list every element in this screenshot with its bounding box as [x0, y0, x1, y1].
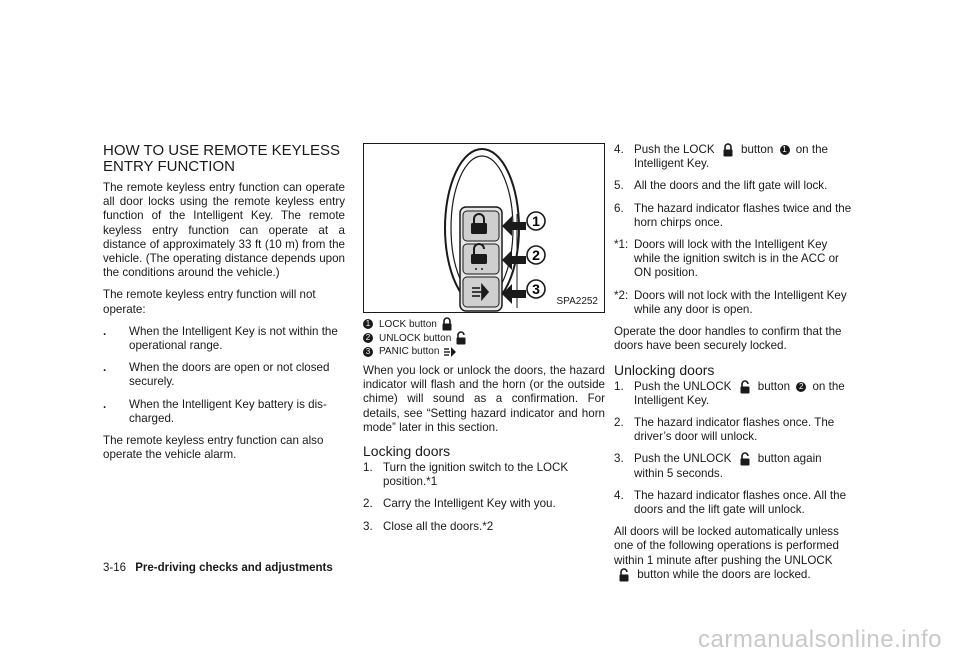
figure-code: SPA2252 — [556, 295, 598, 307]
button-ref-2: 2 — [796, 382, 806, 392]
intelligent-key-figure — [363, 143, 605, 313]
locking-step — [614, 179, 852, 193]
footnote — [614, 238, 852, 281]
legend-item — [363, 345, 605, 358]
column-3 — [614, 143, 852, 590]
paragraph-text: All doors will be locked automatically unless one of the following operations is performed within 1 minute after pushing the UNLOCK — [614, 525, 839, 567]
heading-line-2: ENTRY FUNCTION — [103, 158, 235, 175]
bullet-mark: . — [103, 324, 107, 338]
step-text: Close all the doors.*2 — [383, 519, 494, 533]
legend-item — [363, 317, 605, 331]
locking-step — [614, 143, 852, 171]
footnote-text: Doors will lock with the Intelligent Key while the ignition switch is in the ACC or ON position. — [634, 238, 839, 280]
bullet-item — [103, 361, 345, 389]
intelligent-key-illustration — [364, 144, 604, 312]
step-text: The hazard indicator flashes twice and the horn chirps once. — [634, 201, 852, 229]
lock-icon — [441, 317, 453, 331]
unlocking-step — [614, 380, 852, 408]
unlocking-step — [614, 416, 852, 444]
footnote — [614, 289, 852, 317]
footnote-marker: *2: — [614, 288, 629, 302]
locking-step — [614, 202, 852, 230]
unlocking-doors-heading: Unlocking doors — [614, 361, 715, 378]
page-number: 3-16 — [103, 562, 127, 574]
step-text: button — [741, 143, 774, 157]
legend-number: 2 — [363, 333, 373, 343]
step-text: Push the UNLOCK — [634, 452, 732, 466]
step-text: on the Intelligent Key. — [634, 143, 828, 171]
auto-lock-paragraph — [614, 525, 852, 582]
step-number: 1. — [363, 461, 373, 475]
step-text: All the doors and the lift gate will lock. — [634, 179, 828, 193]
step-text: The hazard indicator flashes once. The driver’s door will unlock. — [634, 415, 835, 444]
lock-icon — [722, 143, 734, 157]
footnote-text: Doors will not lock with the Intelligent Key while any door is open. — [634, 288, 847, 316]
locking-step — [363, 461, 605, 489]
bullet-item — [103, 398, 345, 426]
alarm-paragraph: The remote keyless entry function can also operate the vehicle alarm. — [103, 434, 324, 462]
legend-item — [363, 331, 605, 345]
step-number: 3. — [363, 519, 373, 533]
button-ref-1: 1 — [780, 145, 790, 155]
legend-number: 3 — [363, 347, 373, 357]
intro-paragraph: The remote keyless entry function can operate all door locks using the remote keyless entry function of the Intelligent Key. The remote keyless entry function can operate at a distance of approximately 33 ft (10 m) from the vehicle. (The operating distance depends upon the conditions around the vehicle.) — [103, 181, 345, 280]
unlocking-step — [614, 489, 852, 517]
heading-line-1: HOW TO USE REMOTE KEYLESS — [103, 142, 340, 159]
not-operate-paragraph: The remote keyless entry function will not operate: — [103, 288, 316, 316]
locking-step — [363, 520, 605, 534]
figure-legend — [363, 317, 605, 358]
step-text: button — [757, 379, 791, 393]
step-text: Turn the ignition switch to the LOCK position.*1 — [383, 461, 569, 489]
callout-2: 2 — [532, 247, 540, 263]
bullet-text: When the doors are open or not closed securely. — [129, 361, 330, 389]
unlock-icon — [739, 380, 751, 394]
legend-number: 1 — [363, 319, 373, 329]
paragraph-text: button while the doors are locked. — [637, 567, 811, 581]
section-heading — [103, 143, 345, 175]
column-1 — [103, 143, 345, 470]
step-number: 4. — [614, 488, 624, 502]
legend-label: PANIC button — [379, 346, 440, 357]
legend-label: LOCK button — [379, 318, 437, 330]
locking-doors-heading: Locking doors — [363, 443, 451, 460]
unlocking-step — [614, 452, 852, 480]
step-number: 4. — [614, 143, 624, 156]
page-footer — [103, 562, 333, 574]
step-text: Carry the Intelligent Key with you. — [383, 497, 556, 511]
unlock-icon — [455, 331, 467, 345]
callout-3: 3 — [532, 281, 540, 297]
locking-step — [363, 497, 605, 511]
step-number: 5. — [614, 179, 624, 193]
bullet-mark: . — [103, 397, 107, 411]
bullet-item — [103, 325, 345, 353]
step-number: 6. — [614, 201, 624, 215]
step-number: 1. — [614, 379, 624, 393]
step-number: 2. — [363, 497, 373, 511]
legend-label: UNLOCK button — [379, 332, 452, 344]
bullet-mark: . — [103, 361, 107, 375]
step-text: Push the LOCK — [634, 143, 715, 157]
step-number: 2. — [614, 415, 624, 429]
step-text: on the Intelligent Key. — [634, 379, 845, 407]
watermark: carmanualsonline.info — [698, 626, 942, 653]
step-text: The hazard indicator flashes once. All the doors and the lift gate will unlock. — [634, 488, 847, 517]
step-number: 3. — [614, 452, 624, 466]
confirm-lock-paragraph: Operate the door handles to confirm that the doors have been securely locked. — [614, 325, 842, 353]
bullet-text: When the Intelligent Key is not within the operational range. — [129, 324, 338, 353]
section-title: Pre-driving checks and adjustments — [135, 562, 333, 574]
bullet-text: When the Intelligent Key battery is dis-charged. — [129, 397, 327, 425]
panic-icon — [443, 346, 457, 358]
confirmation-paragraph: When you lock or unlock the doors, the hazard indicator will flash and the horn (or the outside chime) will sound as a confirmation. For details, see “Setting hazard indicator and horn mode” later in this section. — [363, 364, 605, 434]
unlock-icon — [739, 452, 751, 466]
column-2 — [363, 143, 605, 542]
unlock-icon — [618, 568, 630, 582]
step-text: button again within 5 seconds. — [634, 452, 822, 480]
callout-1: 1 — [532, 213, 540, 229]
step-text: Push the UNLOCK — [634, 379, 732, 393]
footnote-marker: *1: — [614, 238, 629, 252]
